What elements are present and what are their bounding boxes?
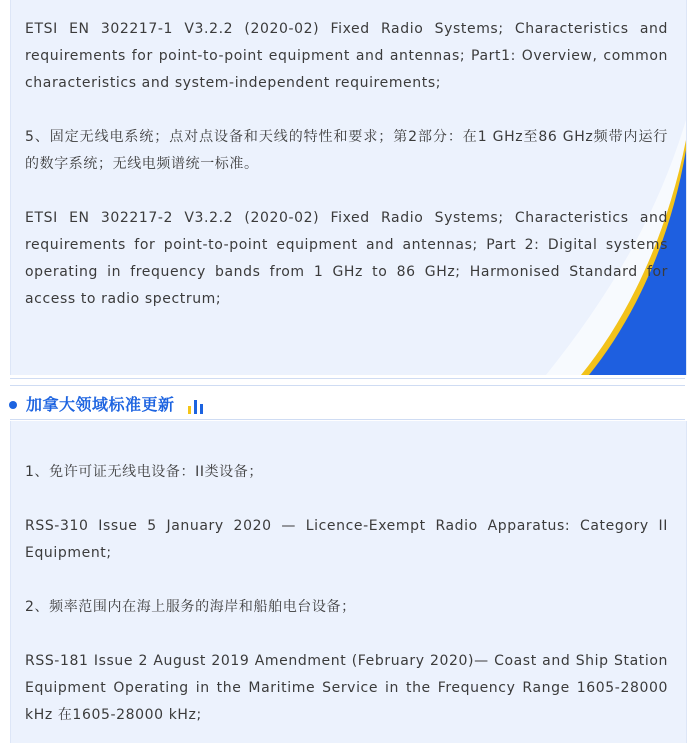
content-panel-bottom [10, 421, 687, 743]
section-heading [0, 392, 694, 418]
divider-line [10, 378, 685, 379]
paragraph-item2-cn: 2、频率范围内在海上服务的海岸和船舶电台设备； [25, 599, 356, 615]
paragraph-rss181: RSS-181 Issue 2 August 2019 Amendment (February 2020)— Coast and Ship Station Equipment Operating in the Maritime Service in the Frequency Range 1605-28000 kHz 在1605-28000 kHz; [25, 653, 668, 723]
bullet-dot-icon [9, 401, 17, 409]
paragraph-cn-part2: 5、固定无线电系统；点对点设备和天线的特性和要求；第2部分：在1 GHz至86 GHz频带内运行的数字系统；无线电频谱统一标准。 [25, 129, 668, 172]
bar-chart-icon-bar [200, 404, 203, 414]
bar-chart-icon-bar [194, 400, 197, 414]
bar-chart-icon-bar [188, 406, 191, 414]
paragraph-etsi-part2: ETSI EN 302217-2 V3.2.2 (2020-02) Fixed Radio Systems; Characteristics and requirements for point-to-point equipment and antennas; Part 2: Digital systems operating in frequency bands from 1 GHz to 86 GHz; Harmonised Standard for access to radio spectrum; [25, 210, 668, 307]
divider-line [10, 385, 685, 386]
bar-chart-icon [188, 396, 208, 414]
paragraph-etsi-part1: ETSI EN 302217-1 V3.2.2 (2020-02) Fixed Radio Systems; Characteristics and requirements for point-to-point equipment and antennas; Part1: Overview, common characteristics and system-independent requirements; [25, 21, 668, 91]
section-title: 加拿大领域标准更新 [26, 395, 175, 414]
content-panel-top [10, 0, 687, 375]
paragraph-item1-cn: 1、免许可证无线电设备：II类设备； [25, 464, 263, 480]
divider-line [10, 419, 685, 420]
paragraph-rss310: RSS-310 Issue 5 January 2020 — Licence-Exempt Radio Apparatus: Category II Equipment; [25, 518, 668, 561]
